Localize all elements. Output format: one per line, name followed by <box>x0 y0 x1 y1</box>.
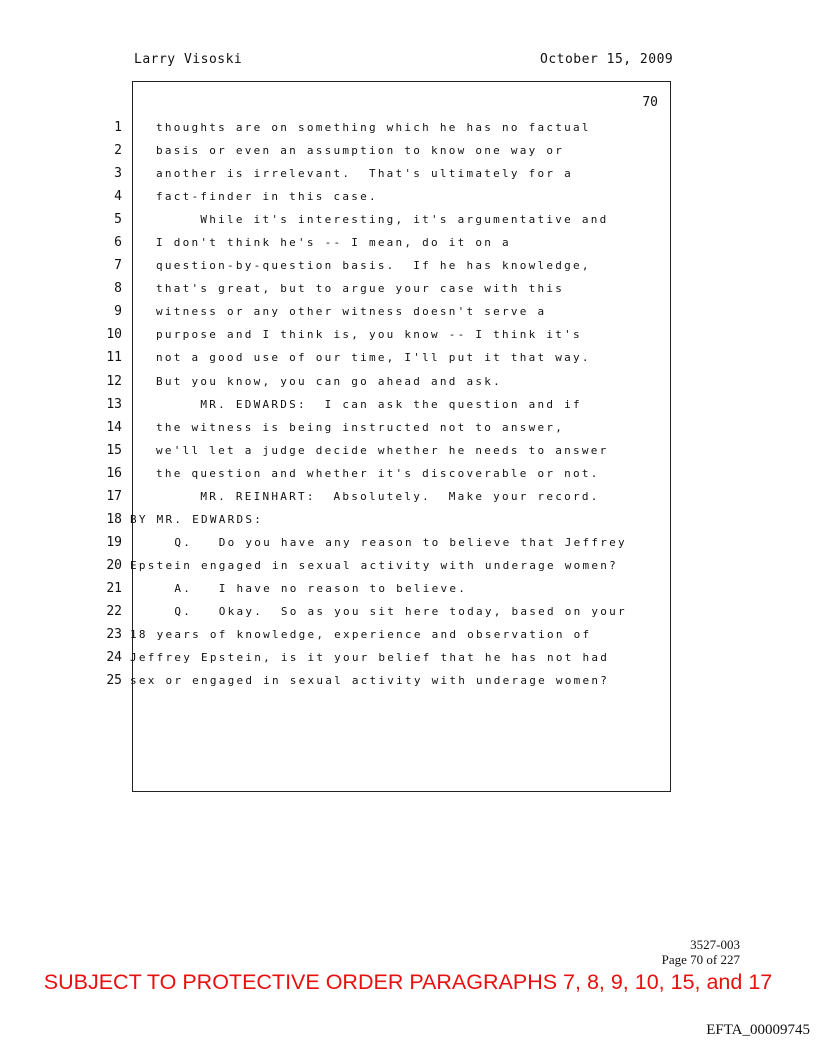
transcript-line: basis or even an assumption to know one way or <box>156 144 565 158</box>
transcript-line: A. I have no reason to believe. <box>130 581 468 595</box>
line-number: 18 <box>106 511 122 527</box>
line-number: 5 <box>114 212 122 228</box>
transcript-line: Q. Okay. So as you sit here today, based on your <box>130 604 627 618</box>
transcript-body <box>130 116 666 692</box>
line-number: 14 <box>106 419 122 435</box>
transcript-line: thoughts are on something which he has no factual <box>156 121 591 134</box>
transcript-line: sex or engaged in sexual activity with underage women? <box>130 674 610 688</box>
line-number: 4 <box>114 189 122 205</box>
line-number: 7 <box>114 258 122 274</box>
document-id <box>662 937 740 967</box>
transcript-line: the witness is being instructed not to answer, <box>156 420 565 434</box>
transcript-line: Jeffrey Epstein, is it your belief that he has not had <box>130 651 610 665</box>
transcript-line: that's great, but to argue your case with this <box>156 282 565 296</box>
transcript-line: we'll let a judge decide whether he needs to answer <box>156 443 609 457</box>
transcript-line: MR. REINHART: Absolutely. Make your record. <box>156 489 600 503</box>
transcript-line: BY MR. EDWARDS: <box>130 512 264 526</box>
line-number: 24 <box>106 650 122 666</box>
line-number: 13 <box>106 396 122 412</box>
protective-order-notice: SUBJECT TO PROTECTIVE ORDER PARAGRAPHS 7, 8, 9, 10, 15, and 17 <box>43 970 773 994</box>
doc-number: 3527-003 <box>690 937 740 952</box>
line-number: 10 <box>106 327 122 343</box>
line-number-column <box>96 116 122 692</box>
transcript-line: purpose and I think is, you know -- I think it's <box>156 328 582 342</box>
transcript-line: I don't think he's -- I mean, do it on a <box>156 236 511 250</box>
line-number: 22 <box>106 603 122 619</box>
line-number: 1 <box>114 120 122 135</box>
line-number: 11 <box>106 350 122 366</box>
line-number: 20 <box>106 557 122 573</box>
line-number: 25 <box>106 673 122 689</box>
transcript-line: 18 years of knowledge, experience and observation of <box>130 628 592 642</box>
transcript-line: witness or any other witness doesn't serve a <box>156 305 547 319</box>
transcript-line: But you know, you can go ahead and ask. <box>156 374 503 388</box>
line-number: 15 <box>106 442 122 458</box>
deposition-date: October 15, 2009 <box>540 52 674 67</box>
line-number: 6 <box>114 235 122 251</box>
transcript-line: Epstein engaged in sexual activity with underage women? <box>130 558 618 572</box>
page-of-total: Page 70 of 227 <box>661 952 740 967</box>
line-number: 23 <box>106 627 122 643</box>
transcript-line: question-by-question basis. If he has knowledge, <box>156 259 591 273</box>
line-number: 19 <box>106 534 122 550</box>
transcript-line: While it's interesting, it's argumentative and <box>156 213 609 227</box>
line-number: 9 <box>114 304 122 320</box>
line-number: 17 <box>106 488 122 504</box>
transcript-line: not a good use of our time, I'll put it that way. <box>156 351 591 365</box>
line-number: 21 <box>106 580 122 596</box>
line-number: 16 <box>106 465 122 481</box>
line-number: 3 <box>114 166 122 182</box>
witness-name: Larry Visoski <box>134 52 243 67</box>
transcript-line: the question and whether it's discoverable or not. <box>156 466 600 480</box>
transcript-line: MR. EDWARDS: I can ask the question and if <box>156 397 582 411</box>
line-number: 12 <box>106 373 122 389</box>
line-number: 2 <box>114 143 122 159</box>
transcript-line: fact-finder in this case. <box>156 190 378 204</box>
transcript-page-number: 70 <box>642 95 658 110</box>
transcript-line: another is irrelevant. That's ultimately for a <box>156 167 574 181</box>
transcript-line: Q. Do you have any reason to believe that Jeffrey <box>130 535 627 549</box>
bates-number: EFTA_00009745 <box>706 1022 810 1038</box>
line-number: 8 <box>114 281 122 297</box>
